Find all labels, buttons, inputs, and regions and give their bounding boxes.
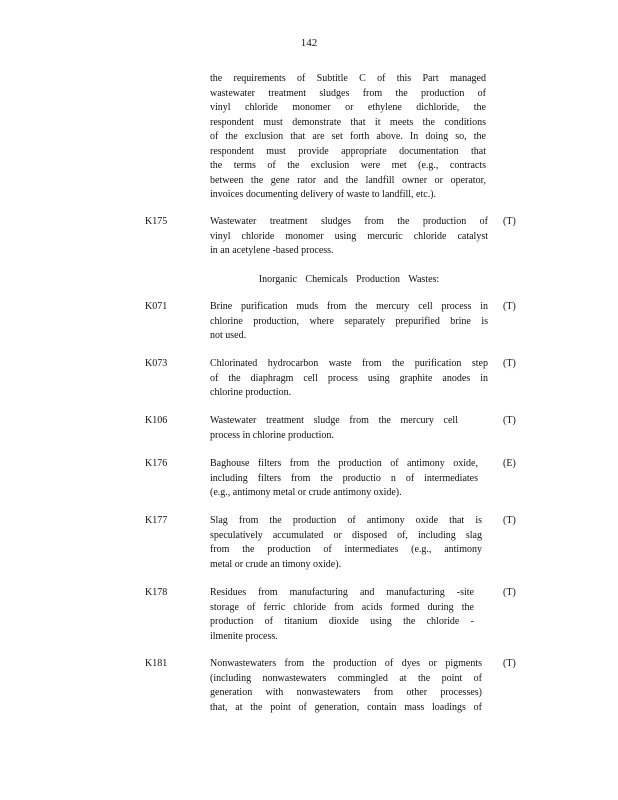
waste-description: [210, 215, 488, 259]
text-line: Wastewater treatment sludges from the production of: [210, 216, 488, 227]
text-line: vinyl chloride monomer using mercuric chloride catalyst: [210, 230, 488, 242]
text-line: that, at the point of generation, contain mass loadings of: [210, 701, 482, 713]
text-line: metal or crude an timony oxide).: [210, 558, 342, 570]
hazard-code: (T): [503, 587, 516, 598]
waste-description: [210, 357, 488, 401]
waste-code: K175: [145, 216, 168, 227]
page-number: 142: [300, 37, 318, 49]
hazard-code: (T): [503, 658, 516, 669]
waste-code: K071: [145, 301, 168, 312]
text-line: between the gene rator and the landfill owner or operator,: [210, 174, 486, 186]
hazard-code: (T): [503, 216, 516, 227]
text-line: Baghouse filters from the production of antimony oxide,: [210, 458, 478, 469]
text-line: Brine purification muds from the mercury cell process in: [210, 301, 488, 312]
hazard-code: (T): [503, 301, 516, 312]
hazard-code: (T): [503, 415, 516, 426]
text-line: of the exclusion that are set forth above. In doing so, the: [210, 131, 486, 142]
text-line: chlorine production.: [210, 387, 292, 398]
hazard-code: (T): [503, 358, 516, 369]
waste-description: [210, 514, 482, 572]
text-line: Residues from manufacturing and manufacturing -site: [210, 587, 474, 598]
waste-code: K181: [145, 658, 168, 669]
text-line: including filters from the productio n of intermediates: [210, 472, 478, 484]
text-line: wastewater treatment sludges from the production of: [210, 87, 486, 99]
text-line: process in chlorine production.: [210, 429, 334, 441]
hazard-code: (E): [503, 458, 516, 469]
text-line: the terms of the exclusion were met (e.g., contracts: [210, 160, 486, 171]
text-line: Wastewater treatment sludge from the mercury cell: [210, 415, 458, 426]
text-line: storage of ferric chloride from acids formed during the: [210, 601, 474, 613]
text-line: vinyl chloride monomer or ethylene dichloride, the: [210, 102, 486, 113]
waste-code: K177: [145, 515, 168, 526]
text-line: (including nonwastewaters commingled at the point of: [210, 672, 482, 684]
text-line: (e.g., antimony metal or crude antimony oxide).: [210, 487, 402, 498]
text-line: Slag from the production of antimony oxide that is: [210, 515, 482, 526]
text-line: not used.: [210, 330, 247, 341]
text-line: the requirements of Subtitle C of this Part managed: [210, 73, 486, 84]
text-line: from the production of intermediates (e.g., antimony: [210, 544, 482, 555]
waste-code: K073: [145, 358, 168, 369]
text-line: of the diaphragm cell process using graphite anodes in: [210, 372, 488, 384]
text-line: speculatively accumulated or disposed of, including slag: [210, 529, 482, 541]
text-line: respondent must demonstrate that it meets the conditions: [210, 116, 486, 128]
text-line: Chlorinated hydrocarbon waste from the purification step: [210, 358, 488, 369]
waste-code: K178: [145, 587, 168, 598]
text-line: chlorine production, where separately prepurified brine is: [210, 315, 488, 327]
continuation-paragraph: [210, 72, 486, 203]
section-heading: Inorganic Chemicals Production Wastes:: [258, 274, 440, 285]
text-line: Nonwastewaters from the production of dyes or pigments: [210, 658, 482, 669]
text-line: generation with nonwastewaters from other processes): [210, 687, 482, 698]
waste-description: [210, 457, 478, 501]
waste-description: [210, 300, 488, 344]
waste-code: K106: [145, 415, 168, 426]
text-line: production of titanium dioxide using the chloride -: [210, 616, 474, 627]
text-line: in an acetylene -based process.: [210, 245, 334, 256]
waste-description: [210, 586, 474, 644]
text-line: ilmenite process.: [210, 630, 278, 642]
hazard-code: (T): [503, 515, 516, 526]
text-line: invoices documenting delivery of waste to landfill, etc.).: [210, 189, 437, 200]
waste-description: [210, 414, 458, 443]
waste-description: [210, 657, 482, 715]
text-line: respondent must provide appropriate documentation that: [210, 145, 486, 157]
waste-code: K176: [145, 458, 168, 469]
